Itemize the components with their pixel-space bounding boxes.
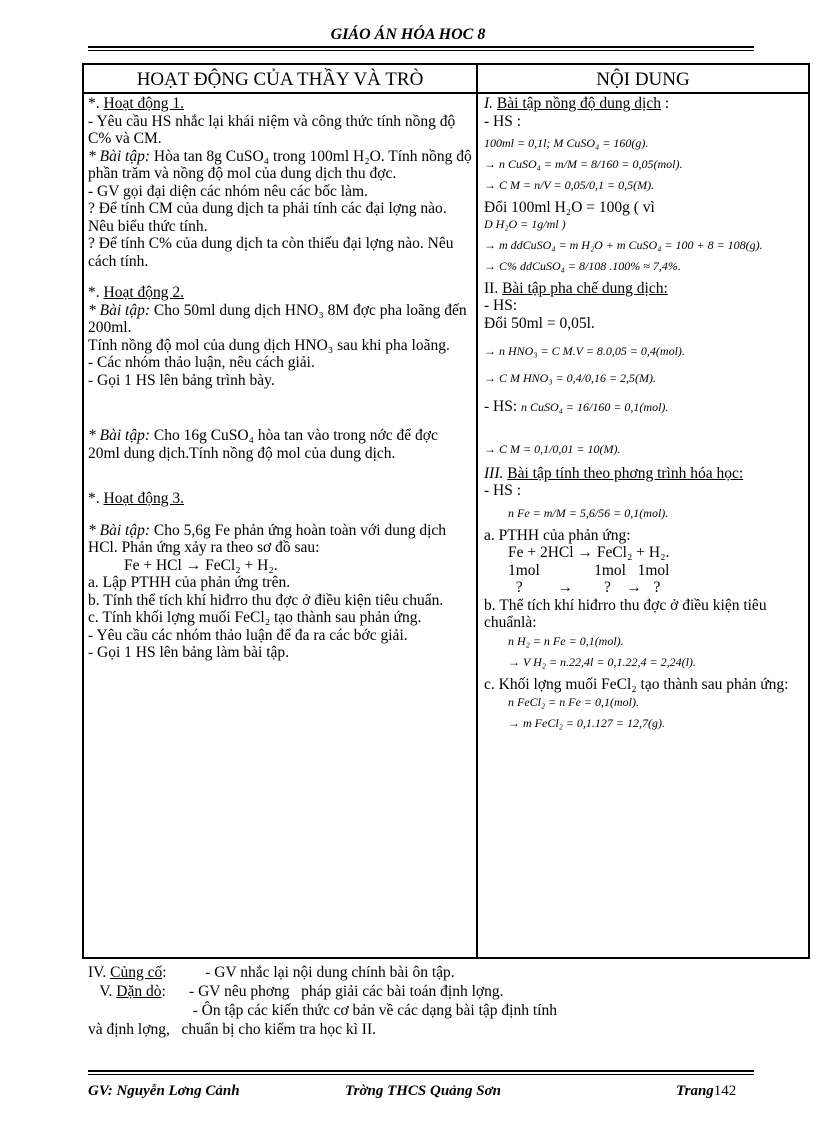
summary-line: - Ôn tập các kiến thức cơ bản về các dạng bài tập định tính	[88, 1002, 557, 1019]
footer-rule	[88, 1070, 754, 1072]
activity-1-line: - GV gọi đại diện các nhóm nêu các bốc làm.	[88, 182, 368, 200]
exercise-4: * Bài tập: Cho 5,6g Fe phản ứng hoàn toàn với dung dịch HCl. Phản ứng xảy ra theo sơ đồ sau:	[88, 521, 446, 556]
activity-3-heading: *. Hoạt động 3.	[88, 490, 185, 507]
school-name: Trờng THCS Quảng Sơn	[345, 1083, 502, 1099]
equation-moles: 1mol 1mol 1mol	[508, 561, 670, 579]
left-column-header: HOẠT ĐỘNG CỦA THẦY VÀ TRÒ	[136, 69, 424, 90]
right-column-header: NỘI DUNG	[596, 69, 690, 90]
right-column	[484, 95, 806, 737]
summary-homework: V. Dặn dò: - GV nêu phơng pháp giải các bài toán định lợng.	[88, 983, 504, 1000]
activity-3-task-b: b. Tính thể tích khí hiđrro thu đợc ở điều kiện tiêu chuẩn.	[88, 591, 444, 609]
formula-line: 100ml = 0,1l; M CuSO₄ = 160(g).	[484, 136, 649, 150]
activity-3-task-c: c. Tính khối lợng muối FeCl₂ tạo thành sau phản ứng.	[88, 609, 422, 626]
activity-1-heading: *. Hoạt động 1.	[88, 95, 185, 112]
summary-reinforcement: IV. Củng cố: - GV nhắc lại nội dung chính bài ôn tập.	[88, 964, 455, 981]
formula-line: → C M = 0,1/0,01 = 10(M).	[484, 441, 621, 456]
section-2-heading: II. Bài tập pha chế dung dịch:	[484, 279, 668, 297]
task-b-heading: b. Thể tích khí hiđrro thu đợc ở điều kiện tiêu chuẩnlà:	[484, 596, 767, 631]
table-header-rule	[84, 92, 808, 94]
formula-line: n Fe = m/M = 5,6/56 = 0,1(mol).	[508, 505, 669, 520]
activity-3-line: - Yêu cầu các nhóm thảo luận để đa ra các bớc giải.	[88, 626, 408, 644]
formula-line: → C M = n/V = 0,05/0,1 = 0,5(M).	[484, 178, 655, 192]
formula-line: → V H₂ = n.22,4l = 0,1.22,4 = 2,24(l).	[508, 654, 696, 669]
formula-line: D H₂O = 1g/ml )	[484, 216, 566, 231]
exercise-2: * Bài tập: Cho 50ml dung dịch HNO₃ 8M đợc pha loãng đến 200ml.	[88, 301, 467, 336]
equation-line: Fe + 2HCl → FeCl₂ + H₂.	[508, 544, 670, 561]
lesson-table	[82, 63, 810, 959]
task-a-heading: a. PTHH của phản ứng:	[484, 526, 631, 544]
hs-label: - HS :	[484, 482, 522, 499]
hs-label: - HS :	[484, 112, 522, 130]
teacher-name: GV: Nguyễn Lơng Cảnh	[88, 1083, 240, 1099]
activity-1-question: ? Để tính CM của dung dịch ta phải tính các đại lợng nào. Nêu biểu thức tính.	[88, 200, 447, 235]
section-1-heading: I. Bài tập nồng độ dung dịch :	[484, 95, 670, 112]
conversion-line: Đổi 100ml H₂O = 100g ( vì	[484, 199, 655, 216]
formula-line: → n HNO₃ = C M.V = 8.0,05 = 0,4(mol).	[484, 344, 685, 358]
equation-unknowns: ? → ? → ?	[508, 579, 661, 596]
formula-line: n H₂ = n Fe = 0,1(mol).	[508, 633, 624, 648]
page-header-title: GIÁO ÁN HÓA HOC 8	[330, 26, 486, 43]
exercise-1: * Bài tập: Hòa tan 8g CuSO₄ trong 100ml H₂O. Tính nồng độ phần trăm và nồng độ mol của dung dịch thu đợc.	[88, 147, 472, 182]
activity-2-heading: *. Hoạt động 2.	[88, 284, 185, 301]
hs-label: - HS: n CuSO₄ = 16/160 = 0,1(mol).	[484, 398, 669, 415]
activity-1-line: - Yêu cầu HS nhắc lại khái niệm và công thức tính nồng độ C% và CM.	[88, 112, 456, 147]
activity-2-line: - Các nhóm thảo luận, nêu cách giải.	[88, 354, 315, 371]
formula-line: n FeCl₂ = n Fe = 0,1(mol).	[508, 695, 640, 709]
header-rule-thin	[88, 50, 754, 51]
table-divider	[476, 65, 478, 957]
section-3-heading: III. Bài tập tính theo phơng trình hóa học:	[484, 464, 744, 482]
activity-2-line: - Gọi 1 HS lên bảng trình bày.	[88, 371, 275, 389]
conversion-line: Đổi 50ml = 0,05l.	[484, 314, 595, 332]
formula-line: → n CuSO₄ = m/M = 8/160 = 0,05(mol).	[484, 157, 683, 171]
hs-label: - HS:	[484, 297, 518, 314]
formula-line: → m FeCl₂ = 0,1.127 = 12,7(g).	[508, 716, 666, 730]
footer-rule-thin	[88, 1074, 754, 1075]
activity-3-task-a: a. Lập PTHH của phản ứng trên.	[88, 574, 291, 591]
activity-3-line: - Gọi 1 HS lên bảng làm bài tập.	[88, 644, 290, 661]
task-c-heading: c. Khối lợng muối FeCl₂ tạo thành sau phản ứng:	[484, 675, 789, 693]
formula-line: n CuSO₄ = 16/160 = 0,1(mol).	[521, 400, 669, 414]
exercise-3: * Bài tập: Cho 16g CuSO₄ hòa tan vào trong nớc để đợc 20ml dung dịch.Tính nồng độ mol của dung dịch.	[88, 427, 438, 462]
left-column	[88, 95, 472, 662]
formula-line: → C M HNO₃ = 0,4/0,16 = 2,5(M).	[484, 371, 657, 385]
header-rule	[88, 46, 754, 48]
summary-line: và định lợng, chuẩn bị cho kiểm tra học kì II.	[88, 1021, 376, 1038]
formula-line: → C% ddCuSO₄ = 8/108 .100% ≈ 7,4%.	[484, 258, 681, 273]
activity-1-question: ? Để tính C% của dung dịch ta còn thiếu đại lợng nào. Nêu cách tính.	[88, 235, 454, 270]
lesson-summary	[88, 963, 788, 1039]
exercise-4-equation: Fe + HCl → FeCl₂ + H₂.	[124, 556, 278, 574]
formula-line: → m ddCuSO₄ = m H₂O + m CuSO₄ = 100 + 8 = 108(g).	[484, 237, 763, 252]
page-number: Trang142	[676, 1083, 737, 1099]
exercise-2-line: Tính nồng độ mol của dung dịch HNO₃ sau khi pha loãng.	[88, 336, 450, 354]
